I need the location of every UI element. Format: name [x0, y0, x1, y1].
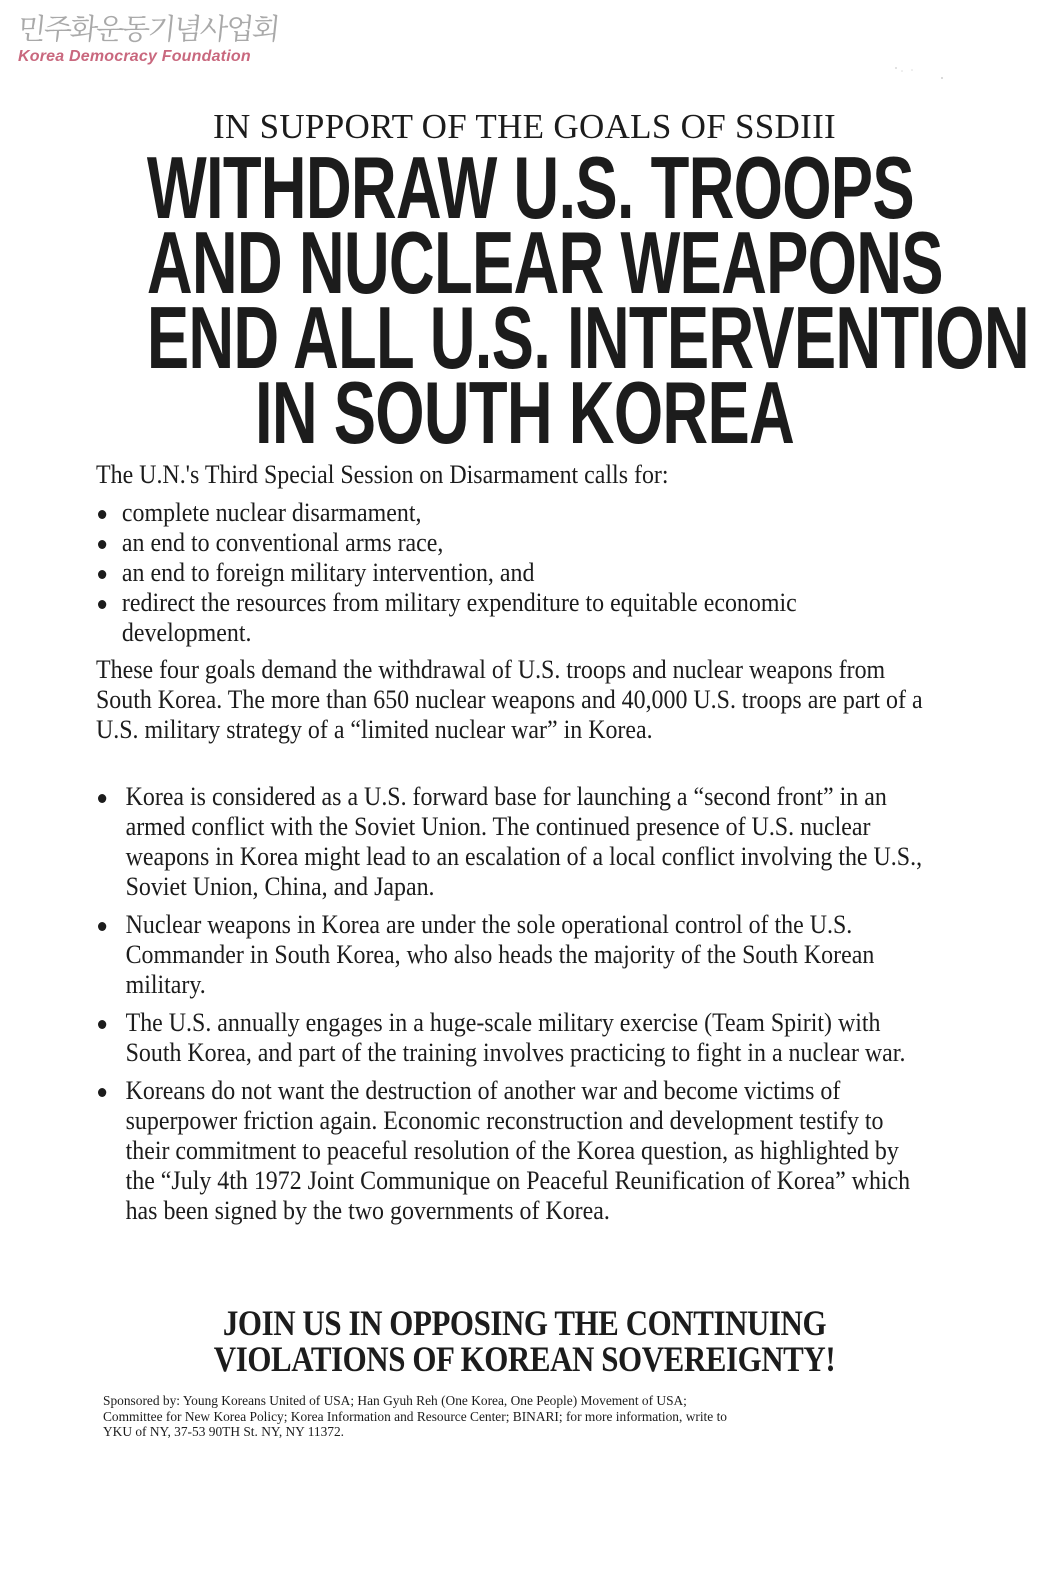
bullet-icon	[98, 510, 106, 519]
sponsor-line: Sponsored by: Young Koreans United of USA; Han Gyuh Reh (One Korea, One People) Movement of USA;	[103, 1393, 687, 1408]
cta-line: VIOLATIONS OF KOREAN SOVEREIGNTY!	[213, 1339, 836, 1379]
point-item	[98, 1008, 926, 1068]
point-text: Nuclear weapons in Korea are under the sole operational control of the U.S. Commander in South Korea, who also heads the majority of the South Korean military.	[125, 910, 875, 999]
goal-text: redirect the resources from military expenditure to equitable economic development.	[121, 588, 797, 647]
logo-korean-name: 민주화운동기념사업회	[16, 12, 280, 46]
goal-item	[98, 498, 908, 528]
goal-text: an end to conventional arms race,	[121, 528, 444, 557]
point-text: Korea is considered as a U.S. forward base for launching a “second front” in an armed conflict with the Soviet Union. The continued presence of U.S. nuclear weapons in Korea might lead to an escalation of a local conflict involving the U.S., Soviet Union, China, and Japan.	[125, 782, 923, 901]
cta-line: JOIN US IN OPPOSING THE CONTINUING	[222, 1303, 827, 1343]
sponsor-note	[103, 1393, 983, 1440]
goal-item	[98, 588, 932, 648]
bullet-icon	[98, 1020, 106, 1029]
headline-line: WITHDRAW U.S. TROOPS	[146, 138, 914, 237]
goals-list	[98, 498, 978, 648]
scan-specks	[890, 62, 950, 82]
goal-text: an end to foreign military intervention, and	[121, 558, 535, 587]
intro-text: The U.N.'s Third Special Session on Disarmament calls for:	[96, 460, 669, 489]
point-item	[98, 782, 926, 902]
point-text: The U.S. annually engages in a huge-scale military exercise (Team Spirit) with South Korea, and part of the training involves practicing to fight in a nuclear war.	[125, 1008, 906, 1067]
goal-item	[98, 558, 908, 588]
bullet-icon	[98, 1088, 106, 1097]
call-to-action	[0, 1305, 1049, 1377]
goal-item	[98, 528, 908, 558]
sponsor-line: Committee for New Korea Policy; Korea Information and Resource Center; BINARI; for more information, write to	[103, 1408, 727, 1424]
body-paragraph: These four goals demand the withdrawal of U.S. troops and nuclear weapons from South Korea. The more than 650 nuclear weapons and 40,000 U.S. troops are part of a U.S. military strategy of a “limited nuclear war” in Korea.	[96, 655, 923, 744]
point-text: Koreans do not want the destruction of another war and become victims of superpower friction again. Economic reconstruction and development testify to their commitment to peaceful resolution of the Korea question, as highlighted by the “July 4th 1972 Joint Communique on Peaceful Reunification of Korea” which has been signed by the two governments of Korea.	[125, 1076, 911, 1225]
foundation-logo	[18, 12, 278, 66]
logo-english-name: Korea Democracy Foundation	[18, 48, 251, 65]
kicker-heading: IN SUPPORT OF THE GOALS OF SSDIII	[213, 107, 836, 146]
goal-text: complete nuclear disarmament,	[121, 498, 422, 527]
sponsor-line: YKU of NY, 37-53 90TH St. NY, NY 11372.	[103, 1424, 345, 1439]
headline-line: AND NUCLEAR WEAPONS	[146, 213, 943, 312]
bullet-icon	[98, 600, 106, 609]
point-item	[98, 910, 926, 1000]
bullet-icon	[98, 540, 106, 549]
headline-line: END ALL U.S. INTERVENTION	[146, 288, 1029, 387]
headline	[0, 138, 1049, 462]
points-list	[98, 782, 998, 1234]
point-item	[98, 1076, 926, 1226]
bullet-icon	[98, 570, 106, 579]
bullet-icon	[98, 922, 106, 931]
bullet-icon	[98, 794, 106, 803]
headline-line: IN SOUTH KOREA	[254, 363, 795, 462]
